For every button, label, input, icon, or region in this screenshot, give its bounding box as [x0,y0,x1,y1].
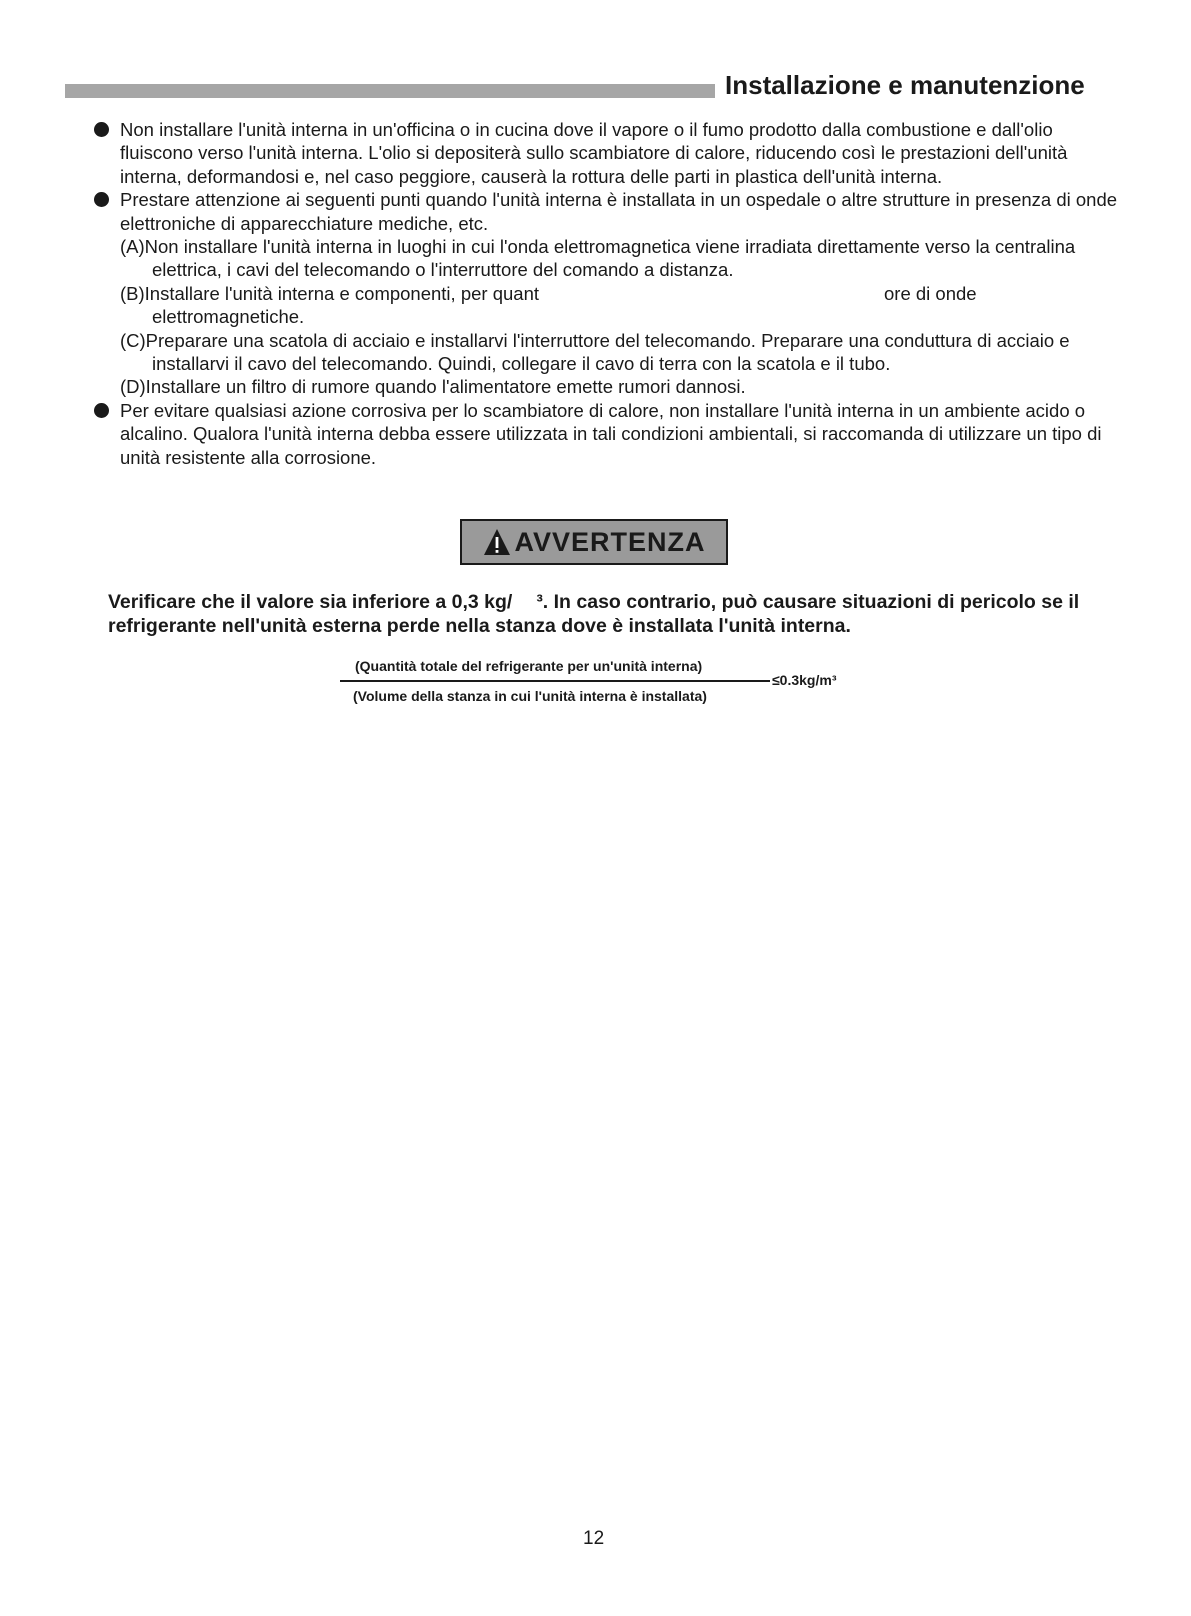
sub-item-b-part1: (B)Installare l'unità interna e componenti, per quant [120,282,539,304]
bullet-text: Non installare l'unità interna in un'officina o in cucina dove il vapore o il fumo prodotto dalla combustione e dall'olio fluiscono verso l'unità interna. L'olio si depositerà sullo scambiatore di calore, riducendo così le prestazioni dell'unità interna, deformandosi e, nel caso peggiore, causerà la rottura delle parti in plastica dell'unità interna. [120,119,1068,187]
formula-numerator: (Quantità totale del refrigerante per un'unità interna) [355,658,703,674]
warning-label: AVVERTENZA [514,526,706,557]
sub-item-c: (C)Preparare una scatola di acciaio e installarvi l'interruttore del telecomando. Preparare una conduttura di acciaio e installarvi il cavo del telecomando. Quindi, collegare il cavo di terra con la scatola e il tubo. [120,329,1070,375]
fraction-line [340,680,770,682]
bullet-icon [94,403,109,418]
sub-item-a: (A)Non installare l'unità interna in luoghi in cui l'onda elettromagnetica viene irradiata direttamente verso la centralina elettrica, i cavi del telecomando o l'interruttore del comando a distanza. [120,236,1076,281]
bullet-text: Prestare attenzione ai seguenti punti quando l'unità interna è installata in un ospedale o altre strutture in presenza di onde elettroniche di apparecchiature mediche, etc. [120,189,1118,234]
list-item [90,118,1120,188]
warning-banner [460,519,728,565]
page-number: 12 [583,1528,605,1549]
formula-denominator: (Volume della stanza in cui l'unità interna è installata) [353,688,707,704]
instructions-list [90,118,1120,469]
formula-limit: ≤0.3kg/m³ [772,672,837,688]
header-bar [65,84,715,98]
warning-note [108,590,1128,638]
list-item [90,399,1120,469]
sub-item-d: (D)Installare un filtro di rumore quando l'alimentatore emette rumori dannosi. [120,376,746,398]
warning-note-part1: Verificare che il valore sia inferiore a 0,3 kg/ [108,591,513,613]
warning-note-part2: ³. In caso contrario, può causare situazioni di pericolo se il refrigerante nell'unità esterna perde nella stanza dove è installata l'unità interna. [108,591,1080,637]
refrigerant-formula [340,658,860,708]
list-item [90,188,1120,235]
bullet-text: Per evitare qualsiasi azione corrosiva per lo scambiatore di calore, non installare l'unità interna in un ambiente acido o alcalino. Qualora l'unità interna debba essere utilizzata in tali condizioni ambientali, si raccomanda di utilizzare un tipo di unità resistente alla corrosione. [120,399,1102,468]
bullet-icon [94,192,109,207]
sub-item-b [90,282,1120,329]
sub-item-b-part2: ore di onde elettromagnetiche. [152,282,977,328]
bullet-icon [94,122,109,137]
warning-triangle-icon [482,527,512,557]
page-title: Installazione e manutenzione [725,70,1085,100]
